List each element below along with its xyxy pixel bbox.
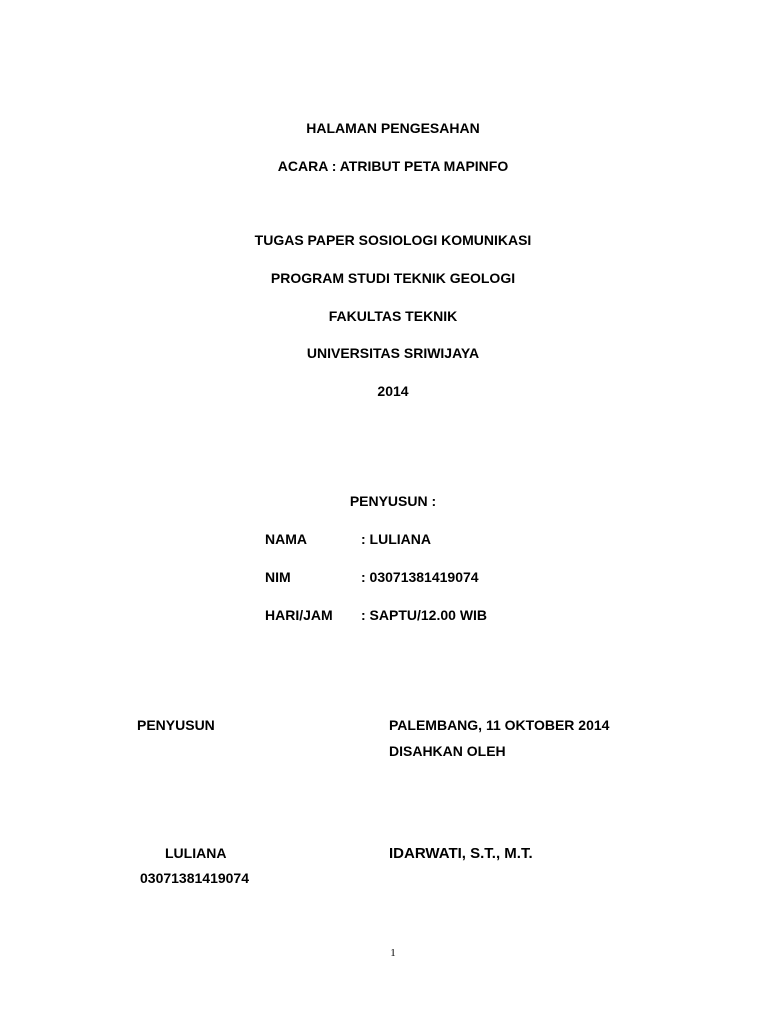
page-number: 1 bbox=[390, 947, 396, 959]
universitas-line: UNIVERSITAS SRIWIJAYA bbox=[306, 345, 480, 361]
nama-value: : LULIANA bbox=[361, 531, 431, 547]
harijam-label: HARI/JAM bbox=[265, 607, 333, 623]
page-title: HALAMAN PENGESAHAN bbox=[306, 120, 480, 136]
penyusun-heading: PENYUSUN : bbox=[349, 493, 437, 509]
year-line: 2014 bbox=[377, 383, 409, 399]
left-signer-nim: 03071381419074 bbox=[140, 870, 250, 886]
nim-value: : 03071381419074 bbox=[361, 569, 479, 585]
left-signer-name: LULIANA bbox=[165, 845, 227, 861]
right-signer-name: IDARWATI, S.T., M.T. bbox=[389, 845, 533, 862]
nama-label: NAMA bbox=[265, 531, 307, 547]
program-line: PROGRAM STUDI TEKNIK GEOLOGI bbox=[270, 270, 516, 286]
tugas-line: TUGAS PAPER SOSIOLOGI KOMUNIKASI bbox=[254, 232, 532, 248]
place-date: PALEMBANG, 11 OKTOBER 2014 bbox=[389, 717, 610, 733]
approved-by: DISAHKAN OLEH bbox=[389, 743, 506, 759]
nim-label: NIM bbox=[265, 569, 291, 585]
acara-line: ACARA : ATRIBUT PETA MAPINFO bbox=[277, 158, 509, 174]
harijam-value: : SAPTU/12.00 WIB bbox=[361, 607, 488, 623]
left-signature-heading: PENYUSUN bbox=[137, 717, 215, 733]
fakultas-line: FAKULTAS TEKNIK bbox=[328, 308, 458, 324]
